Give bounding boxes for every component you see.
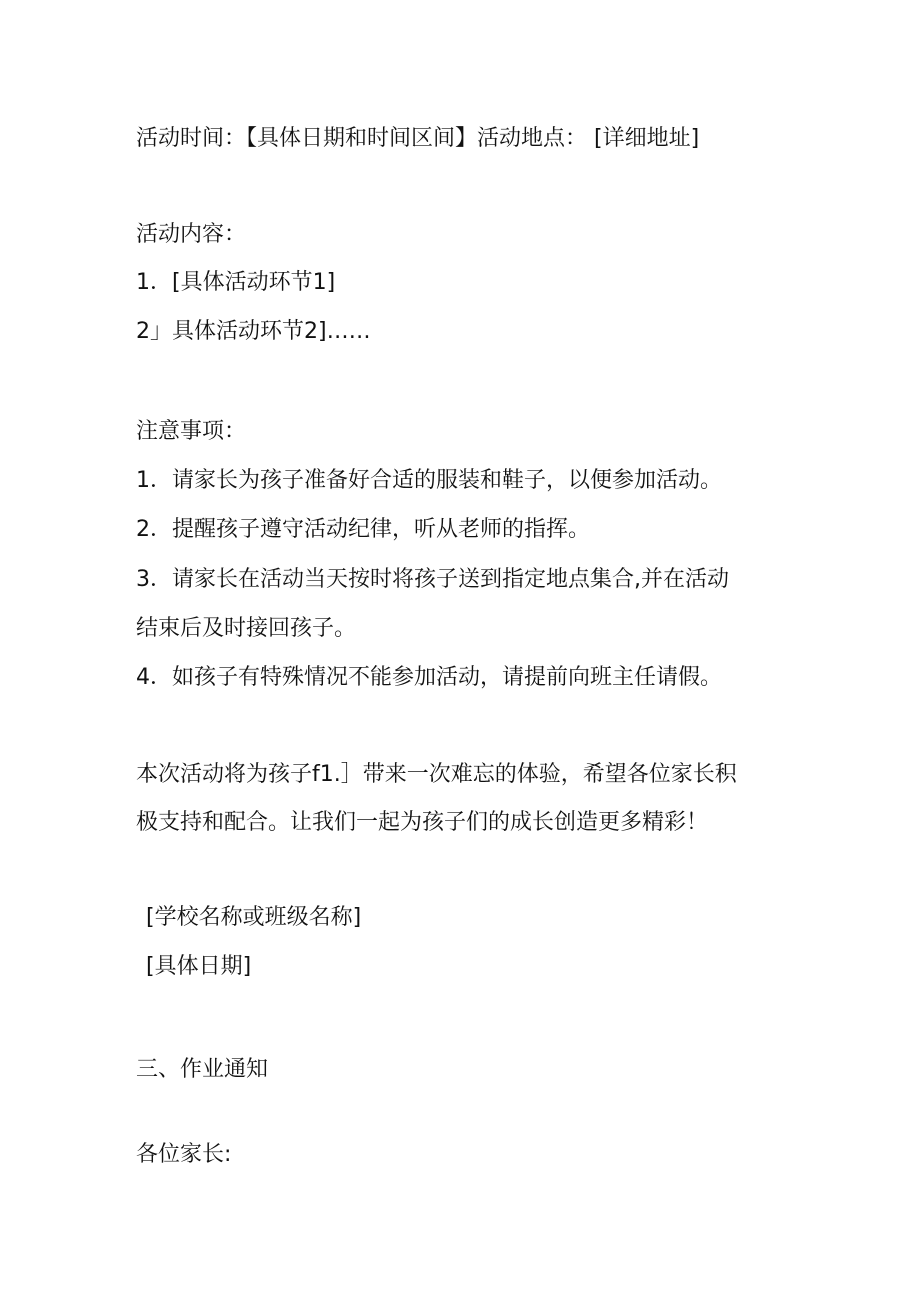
notes-item: 3．请家长在活动当天按时将孩子送到指定地点集合,并在活动 — [136, 567, 729, 592]
section-heading: 三、作业通知 — [136, 1057, 269, 1082]
notes-item: 2．提醒孩子遵守活动纪律，听从老师的指挥。 — [136, 517, 590, 542]
activity-content-item: 2」具体活动环节2]…… — [136, 319, 371, 344]
greeting: 各位家长: — [136, 1142, 232, 1167]
notes-item: 1．请家长为孩子准备好合适的服装和鞋子，以便参加活动。 — [136, 468, 722, 493]
closing-paragraph-line: 极支持和配合。让我们一起为孩子们的成长创造更多精彩！ — [136, 810, 709, 835]
signature-date: [具体日期] — [146, 954, 252, 979]
notes-item: 4．如孩子有特殊情况不能参加活动，请提前向班主任请假。 — [136, 665, 722, 690]
activity-content-heading: 活动内容： — [136, 222, 247, 247]
signature-school: [学校名称或班级名称] — [146, 905, 362, 930]
activity-content-item: 1．[具体活动环节1] — [136, 270, 336, 295]
closing-paragraph-line: 本次活动将为孩子f1.］带来一次难忘的体验，希望各位家长积 — [136, 762, 737, 787]
activity-time-place-line: 活动时间：【具体日期和时间区间】活动地点： [详细地址] — [136, 126, 700, 151]
notes-item-continuation: 结束后及时接回孩子。 — [136, 616, 357, 641]
notes-heading: 注意事项： — [136, 419, 247, 444]
